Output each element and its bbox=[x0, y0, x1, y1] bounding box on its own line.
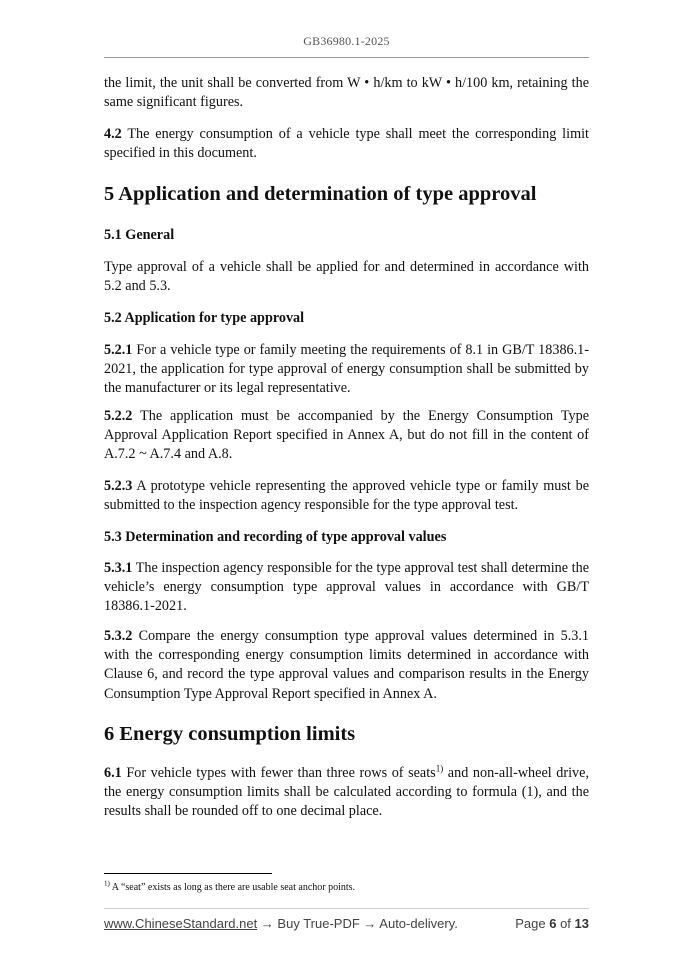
page-footer bbox=[104, 916, 589, 934]
running-header: GB36980.1-2025 bbox=[303, 34, 390, 48]
clause-5-2-3 bbox=[104, 477, 589, 515]
footnote-marker: 1) bbox=[104, 879, 110, 888]
clause-4-2 bbox=[104, 125, 589, 163]
clause-number: 6.1 bbox=[104, 765, 122, 781]
clause-number: 5.2.3 bbox=[104, 478, 133, 494]
clause-5-1-text: Type approval of a vehicle shall be applied for and determined in accordance with 5.2 and 5.3. bbox=[104, 259, 589, 295]
clause-text: The application must be accompanied by the Energy Consumption Type Approval Application Report specified in Annex A, but do not fill in the content of A.7.2 ~ A.7.4 and A.8. bbox=[104, 408, 589, 463]
clause-text: For vehicle types with fewer than three rows of seats bbox=[121, 765, 436, 781]
clause-5-2-2 bbox=[104, 407, 589, 465]
footer-tagline: → Buy True-PDF → Auto-delivery. bbox=[257, 916, 458, 931]
subsection-5-3-heading: 5.3 Determination and recording of type approval values bbox=[104, 529, 447, 545]
clause-number: 5.3.2 bbox=[104, 628, 133, 644]
total-pages: 13 bbox=[574, 916, 589, 931]
clause-text: A prototype vehicle representing the approved vehicle type or family must be submitted to the inspection agency responsible for the type approval test. bbox=[104, 478, 589, 514]
page-indicator: Page 6 of 13 bbox=[515, 916, 589, 931]
clause-text: The inspection agency responsible for the type approval test shall determine the vehicle’s energy consumption type approval values in accordance with GB/T 18386.1-2021. bbox=[104, 560, 589, 615]
clause-text: and non-all-wheel drive, the energy consumption limits shall be calculated according to formula (1), and the results shall be rounded off to one decimal place. bbox=[104, 765, 589, 820]
clause-6-1 bbox=[104, 764, 589, 822]
continuation-paragraph: the limit, the unit shall be converted from W • h/km to kW • h/100 km, retaining the same significant figures. bbox=[104, 75, 589, 111]
header-divider bbox=[104, 57, 589, 58]
clause-text: Compare the energy consumption type approval values determined in 5.3.1 with the corresponding energy consumption limits determined in accordance with Clause 6, and record the type approval values and comparison results in the Energy Consumption Type Approval Report specified in Annex A. bbox=[104, 628, 589, 702]
clause-5-2-1 bbox=[104, 341, 589, 399]
section-5-heading: 5 Application and determination of type approval bbox=[104, 183, 537, 205]
clause-number: 5.2.1 bbox=[104, 342, 133, 358]
subsection-5-2-heading: 5.2 Application for type approval bbox=[104, 310, 305, 326]
clause-number: 5.2.2 bbox=[104, 408, 133, 424]
clause-text: For a vehicle type or family meeting the requirements of 8.1 in GB/T 18386.1-2021, the application for type approval of energy consumption shall be submitted by the manufacturer or its legal representative. bbox=[104, 342, 589, 397]
section-6-heading: 6 Energy consumption limits bbox=[104, 723, 356, 745]
footnote-text: A “seat” exists as long as there are usable seat anchor points. bbox=[109, 882, 356, 893]
site-link[interactable]: www.ChineseStandard.net bbox=[104, 916, 258, 931]
clause-5-3-2 bbox=[104, 627, 589, 704]
current-page: 6 bbox=[549, 916, 557, 931]
subsection-5-1-heading: 5.1 General bbox=[104, 227, 175, 243]
clause-number: 4.2 bbox=[104, 126, 122, 142]
footnote-divider bbox=[104, 873, 272, 874]
footnote bbox=[104, 881, 589, 895]
clause-5-3-1 bbox=[104, 559, 589, 617]
clause-number: 5.3.1 bbox=[104, 560, 133, 576]
clause-text: The energy consumption of a vehicle type shall meet the corresponding limit specified in this document. bbox=[104, 126, 589, 162]
footer-divider bbox=[104, 908, 589, 909]
footnote-reference[interactable]: 1) bbox=[435, 763, 444, 774]
